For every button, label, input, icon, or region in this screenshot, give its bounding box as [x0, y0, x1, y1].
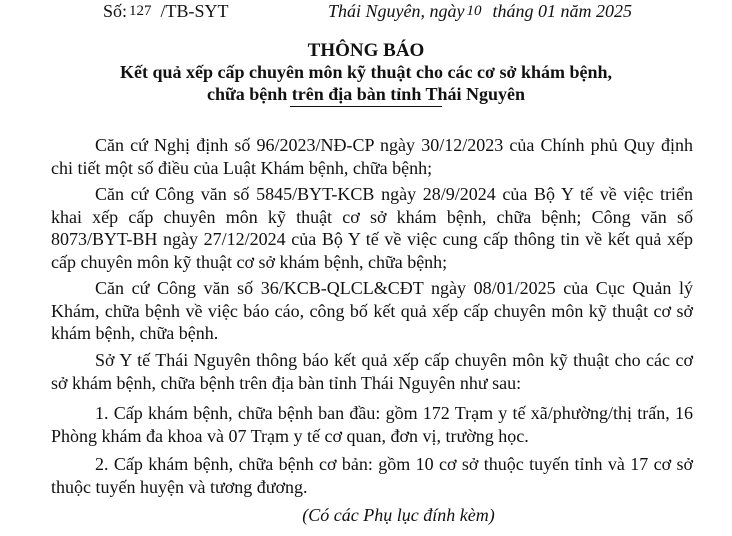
place-label: Thái Nguyên, ngày [328, 1, 465, 21]
document-subtitle-line-1: Kết quả xếp cấp chuyên môn kỹ thuật cho các cơ sở khám bệnh, [120, 62, 612, 82]
document-subtitle-line-2: chữa bệnh trên địa bàn tỉnh Thái Nguyên [206, 84, 526, 104]
place-and-date [328, 1, 632, 22]
appendix-note: (Có các Phụ lục đính kèm) [302, 505, 495, 525]
paragraph-legal-basis-decree: Căn cứ Nghị định số 96/2023/NĐ-CP ngày 30/12/2023 của Chính phủ Quy định chi tiết một số điều của Luật Khám bệnh, chữa bệnh; [51, 135, 693, 178]
so-code: /TB-SYT [160, 1, 229, 21]
subtitle-underline [290, 106, 442, 107]
so-label: Số: [103, 1, 128, 21]
so-number: 127 [129, 3, 152, 19]
paragraph-legal-basis-department: Căn cứ Công văn số 36/KCB-QLCL&CĐT ngày 08/01/2025 của Cục Quản lý Khám, chữa bệnh về việc báo cáo, công bố kết quả xếp cấp chuyên môn kỹ thuật cơ sở khám bệnh, chữa bệnh. [51, 278, 693, 343]
document-header [0, 1, 732, 25]
date-month-year: tháng 01 năm 2025 [492, 1, 632, 21]
paragraph-item-2: 2. Cấp khám bệnh, chữa bệnh cơ bản: gồm 10 cơ sở thuộc tuyến tỉnh và 17 cơ sở thuộc tuyến huyện và tương đương. [51, 454, 693, 497]
document-title: THÔNG BÁO [307, 40, 425, 61]
paragraph-announcement-intro: Sở Y tế Thái Nguyên thông báo kết quả xếp cấp chuyên môn kỹ thuật cho các cơ sở khám bệnh, chữa bệnh trên địa bàn tỉnh Thái Nguyên như sau: [51, 350, 693, 393]
paragraph-item-1: 1. Cấp khám bệnh, chữa bệnh ban đầu: gồm 172 Trạm y tế xã/phường/thị trấn, 16 Phòng khám đa khoa và 07 Trạm y tế cơ quan, đơn vị, trường học. [51, 403, 693, 446]
paragraph-legal-basis-moh: Căn cứ Công văn số 5845/BYT-KCB ngày 28/9/2024 của Bộ Y tế về việc triển khai xếp cấp chuyên môn kỹ thuật cơ sở khám bệnh, chữa bệnh; Công văn số 8073/BYT-BH ngày 27/12/2024 của Bộ Y tế về việc cung cấp thông tin về kết quả xếp cấp chuyên môn kỹ thuật cơ sở khám bệnh, chữa bệnh; [51, 184, 693, 272]
document-number [103, 1, 229, 22]
date-day: 10 [466, 3, 482, 19]
